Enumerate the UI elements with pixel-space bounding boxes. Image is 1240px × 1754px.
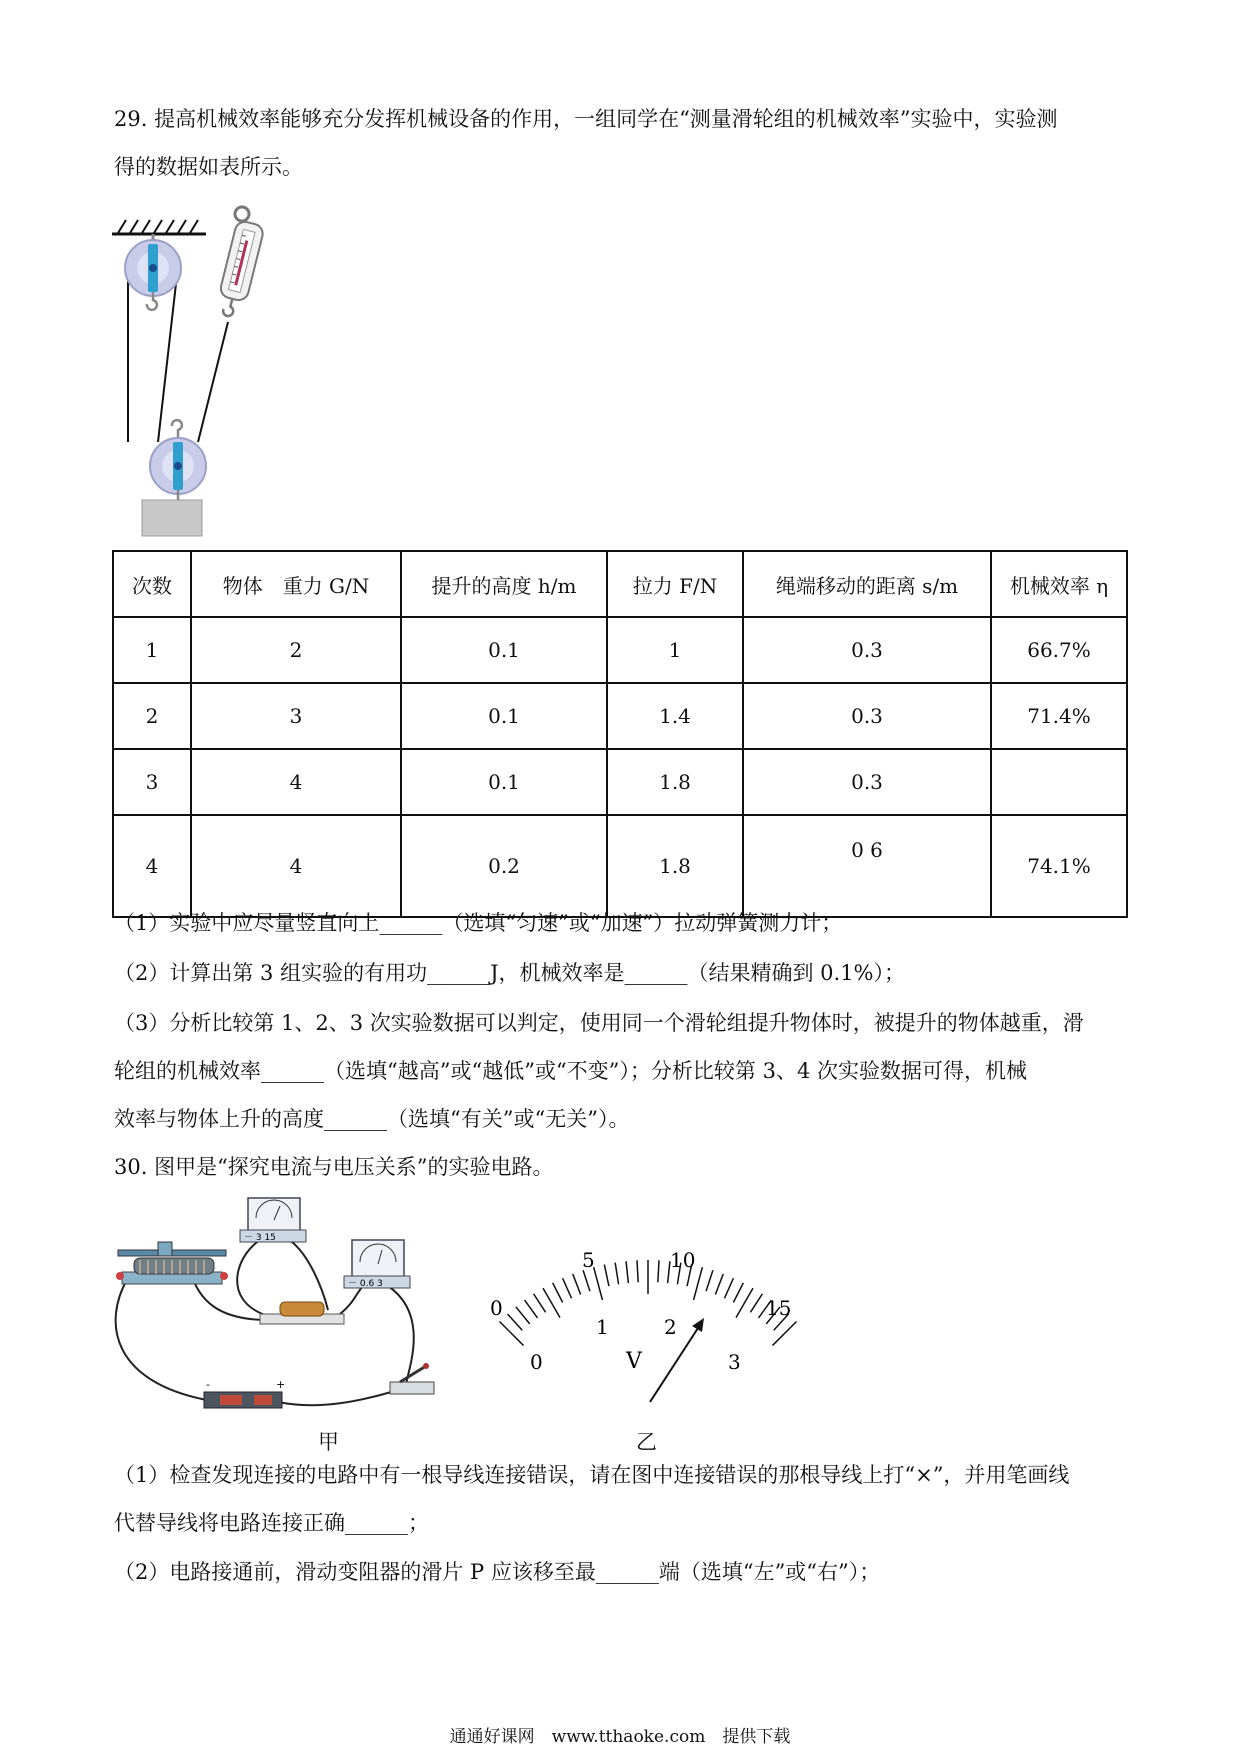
resistor: [260, 1302, 344, 1324]
table-cell: 3: [191, 683, 401, 749]
dial-tick: [604, 1265, 609, 1287]
table-header-row: [113, 551, 1127, 617]
table-cell: 1: [607, 617, 743, 683]
table-cell: 4: [191, 749, 401, 815]
battery: [204, 1378, 285, 1408]
dial-tick: [525, 1300, 538, 1318]
figure-caption-jia: 甲: [318, 1430, 339, 1454]
q30-intro: 30. 图甲是“探究电流与电压关系”的实验电路。: [114, 1155, 554, 1179]
ammeter-terminals: － 0.6 3: [348, 1279, 383, 1289]
dial-tick: [516, 1307, 530, 1324]
q29-sub1: （1）实验中应尽量竖直向上______（选填“匀速”或“加速”）拉动弹簧测力计；: [114, 911, 843, 935]
table-cell: 1.8: [607, 815, 743, 917]
dial-outer-label-10: 10: [670, 1252, 696, 1272]
dial-tick: [507, 1314, 522, 1330]
header-cell: 次数: [113, 551, 191, 617]
table-cell: 1.4: [607, 683, 743, 749]
dial-inner-label-0: 0: [530, 1350, 543, 1374]
header-cell: 机械效率 η: [991, 551, 1127, 617]
circuit-figure: [108, 1190, 468, 1420]
dial-inner-label-1: 1: [596, 1315, 609, 1339]
dial-tick: [553, 1283, 563, 1303]
q29-sub2: （2）计算出第 3 组实验的有用功______J，机械效率是______（结果精确到 0.1%）；: [114, 961, 906, 985]
table-cell: 0.3: [743, 617, 991, 683]
q29-intro-line1: 29. 提高机械效率能够充分发挥机械设备的作用，一组同学在“测量滑轮组的机械效率”实验中，实验测: [114, 107, 1058, 131]
dial-ticks: [500, 1260, 797, 1346]
table-cell: 4: [191, 815, 401, 917]
figure-caption-yi: 乙: [636, 1430, 657, 1454]
table-row: [113, 683, 1127, 749]
header-cell: 拉力 F/N: [607, 551, 743, 617]
q29-sub3-line1: （3）分析比较第 1、2、3 次实验数据可以判定，使用同一个滑轮组提升物体时，被提升的物体越重，滑: [114, 1011, 1084, 1035]
voltmeter-dial-figure: [488, 1252, 808, 1412]
voltmeter-terminals: － 3 15: [244, 1233, 276, 1243]
dial-tick: [573, 1274, 581, 1295]
dial-outer-label-0: 0: [490, 1296, 503, 1320]
dial-tick: [500, 1322, 524, 1346]
dial-tick: [563, 1278, 572, 1298]
dial-unit-label: V: [626, 1349, 642, 1374]
experiment-data-table: [112, 550, 1128, 918]
table-cell: 74.1%: [991, 815, 1127, 917]
table-cell: 0.1: [401, 617, 607, 683]
table-row: [113, 617, 1127, 683]
q30-sub2: （2）电路接通前，滑动变阻器的滑片 P 应该移至最______端（选填“左”或“右”）；: [114, 1560, 881, 1584]
q30-sub1-line2: 代替导线将电路连接正确______；: [114, 1511, 429, 1535]
header-cell: 绳端移动的距离 s/m: [743, 551, 991, 617]
header-cell: 提升的高度 h/m: [401, 551, 607, 617]
header-cell: 物体 重力 G/N: [191, 551, 401, 617]
dial-outer-label-5: 5: [582, 1252, 595, 1272]
dial-tick: [715, 1274, 723, 1295]
table-cell: 0.1: [401, 683, 607, 749]
weight-block: [142, 500, 202, 536]
table-cell: 71.4%: [991, 683, 1127, 749]
table-cell-empty: [991, 749, 1127, 815]
spring-scale: [214, 220, 264, 320]
switch: [390, 1363, 434, 1394]
table-cell: 2: [191, 617, 401, 683]
table-row: [113, 749, 1127, 815]
table-cell: 0.1: [401, 749, 607, 815]
table-cell: 1.8: [607, 749, 743, 815]
dial-tick: [658, 1260, 659, 1282]
table-cell: 0.3: [743, 749, 991, 815]
dial-tick: [694, 1267, 703, 1300]
page-footer: 通通好课网 www.tthaoke.com 提供下载: [449, 1727, 791, 1747]
rheostat: [116, 1242, 228, 1284]
dial-inner-label-2: 2: [664, 1315, 677, 1339]
voltmeter: [240, 1198, 306, 1243]
dial-outer-label-15: 15: [766, 1296, 792, 1320]
table-cell: 66.7%: [991, 617, 1127, 683]
q30-sub1-line1: （1）检查发现连接的电路中有一根导线连接错误，请在图中连接错误的那根导线上打“×”，并用笔画线: [114, 1463, 1070, 1487]
q29-sub3-line2: 轮组的机械效率______（选填“越高”或“越低”或“不变”）；分析比较第 3、4 次实验数据可得，机械: [114, 1059, 1027, 1083]
dial-tick: [626, 1261, 628, 1283]
dial-tick: [615, 1263, 618, 1285]
ammeter: [344, 1240, 410, 1289]
table-cell: 4: [113, 815, 191, 917]
dial-tick: [706, 1270, 713, 1291]
dial-tick: [534, 1294, 546, 1312]
dial-tick: [772, 1322, 796, 1346]
dial-tick: [733, 1283, 743, 1303]
dial-inner-label-3: 3: [728, 1350, 741, 1374]
table-cell: 3: [113, 749, 191, 815]
dial-tick: [637, 1260, 638, 1282]
svg-text:+: +: [276, 1378, 286, 1391]
dial-tick: [594, 1267, 603, 1300]
table-cell: 0.2: [401, 815, 607, 917]
table-cell: 0.3: [743, 683, 991, 749]
table-row: [113, 815, 1127, 917]
q29-sub3-line3: 效率与物体上升的高度______（选填“有关”或“无关”）。: [114, 1107, 630, 1131]
table-cell: 0 6: [743, 815, 991, 917]
dial-tick: [724, 1278, 733, 1298]
pulley-system-figure: [108, 200, 268, 540]
table-cell: 2: [113, 683, 191, 749]
q29-intro-line2: 得的数据如表所示。: [114, 155, 303, 179]
dial-tick: [750, 1294, 762, 1312]
svg-text:-: -: [206, 1378, 210, 1391]
dial-tick: [583, 1270, 590, 1291]
table-cell: 1: [113, 617, 191, 683]
